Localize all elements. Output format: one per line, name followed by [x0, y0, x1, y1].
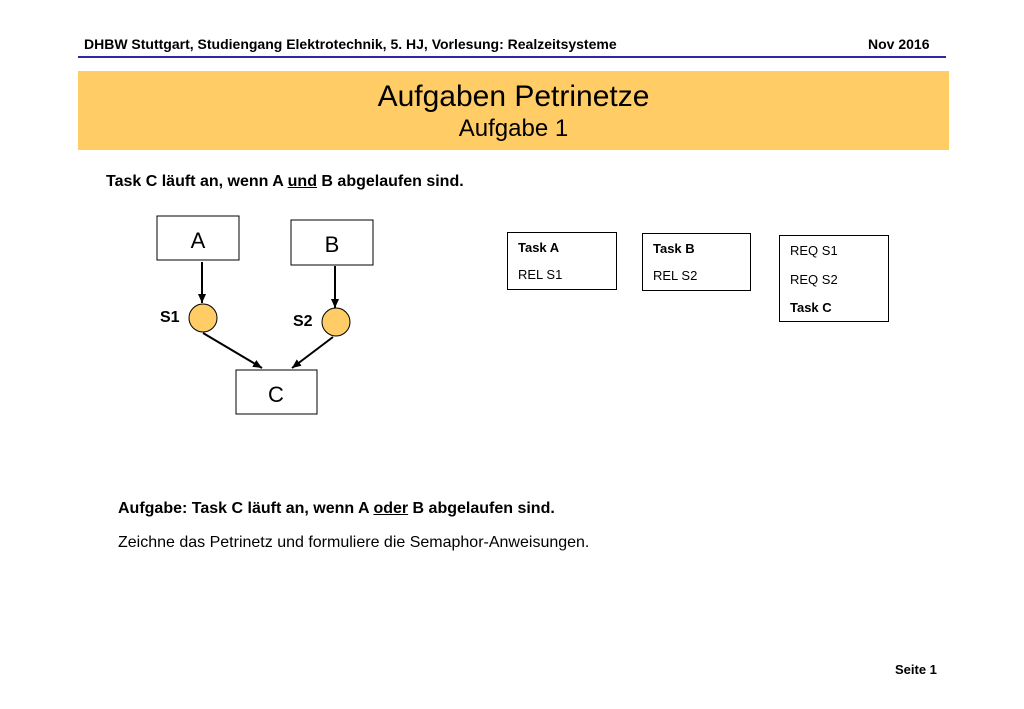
- code-line: REL S2: [653, 268, 698, 283]
- code-line: Task B: [653, 241, 695, 256]
- place-s1-label: S1: [160, 309, 180, 326]
- intro-text-before: Task C läuft an, wenn A: [106, 173, 288, 190]
- code-box-task-b: [642, 233, 751, 291]
- page-number: Seite 1: [895, 662, 937, 677]
- place-s2-label: S2: [293, 313, 313, 330]
- transition-a-label: A: [190, 228, 206, 253]
- arc-s2-to-c: [292, 337, 333, 368]
- intro-text-after: B abgelaufen sind.: [316, 173, 464, 190]
- place-s2: [322, 308, 350, 336]
- header-date: Nov 2016: [868, 36, 930, 52]
- code-line: Task A: [518, 240, 560, 255]
- page-subtitle: Aufgabe 1: [458, 115, 569, 142]
- code-line: REQ S2: [790, 272, 838, 287]
- task-statement: [118, 500, 555, 518]
- header-course-info: DHBW Stuttgart, Studiengang Elektrotechnik, 5. HJ, Vorlesung: Realzeitsysteme: [84, 36, 617, 52]
- transition-b-label: B: [324, 232, 340, 257]
- code-line: REL S1: [518, 267, 563, 282]
- code-box-task-a: [507, 232, 617, 290]
- page-title: Aufgaben Petrinetze: [377, 80, 650, 113]
- task-text-before: Aufgabe: Task C läuft an, wenn A: [118, 500, 374, 517]
- task-underlined-word: oder: [373, 500, 409, 517]
- instruction-text: Zeichne das Petrinetz und formuliere die Semaphor-Anweisungen.: [118, 534, 590, 551]
- intro-underlined-word: und: [287, 173, 317, 190]
- code-box-task-c: [779, 235, 889, 322]
- code-line: Task C: [790, 300, 832, 315]
- place-s1: [189, 304, 217, 332]
- code-line: REQ S1: [790, 243, 838, 258]
- transition-c-label: C: [268, 382, 284, 407]
- arc-s1-to-c: [203, 333, 262, 368]
- task-text-after: B abgelaufen sind.: [408, 500, 555, 517]
